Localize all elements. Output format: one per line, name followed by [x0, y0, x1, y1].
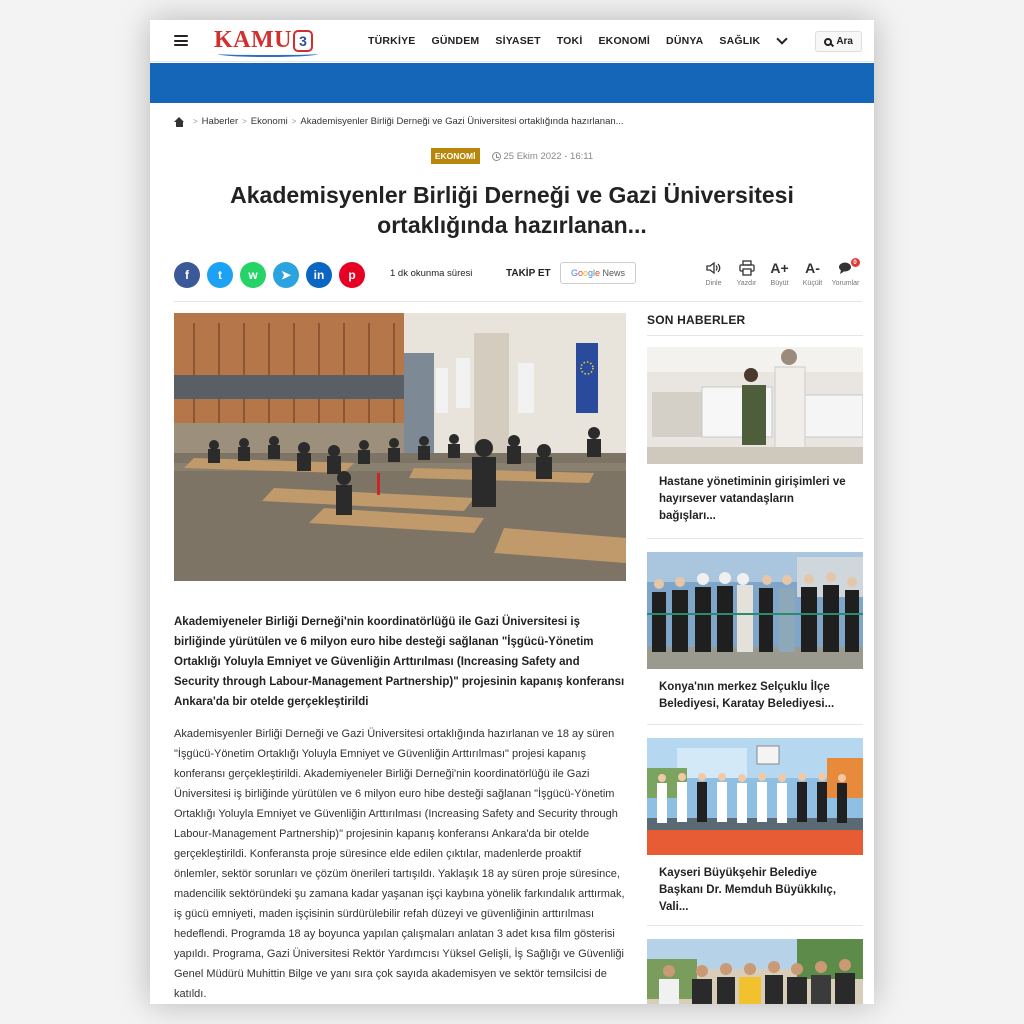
article-image[interactable]	[174, 313, 626, 581]
google-news-letter: g	[588, 268, 594, 278]
breadcrumb-haberler[interactable]: Haberler	[201, 116, 239, 127]
google-news-suffix: News	[600, 268, 626, 278]
breadcrumb	[174, 116, 624, 127]
article-lead: Akademiyeneler Birliği Derneği'nin koordinatörlüğü ile Gazi Üniversitesi iş birliğinde yürütülen ve 6 milyon euro hibe desteği sağlanan "İşgücü-Yönetim Ortaklığı Yoluyla Emniyet ve Güvenliğin Arttırılması (Increasing Safety and Security through Labour-Management Partnership)" projesinin kapanış konferansı Ankara'da bir otelde gerçekleştirildi	[174, 616, 625, 708]
card-divider	[647, 925, 863, 926]
main-nav	[368, 35, 776, 47]
google-news-button[interactable]	[560, 262, 636, 284]
printer-icon	[739, 258, 755, 278]
search-label: Ara	[836, 36, 853, 47]
news-card-title[interactable]: Kayseri Büyükşehir Belediye Başkanı Dr. Memduh Büyükkılıç, Vali...	[659, 867, 837, 913]
news-card[interactable]	[647, 939, 863, 1004]
news-card[interactable]	[647, 552, 863, 713]
card-divider	[647, 538, 863, 539]
sidebar-title: SON HABERLER	[647, 313, 746, 327]
category-badge[interactable]: EKONOMİ	[431, 148, 480, 164]
card-divider	[647, 724, 863, 725]
breadcrumb-ekonomi[interactable]: Ekonomi	[250, 116, 288, 127]
google-news-letter: o	[582, 268, 588, 278]
print-button[interactable]	[730, 258, 763, 287]
news-card-image[interactable]	[647, 347, 863, 464]
nav-item-turkiye[interactable]: TÜRKİYE	[368, 34, 416, 47]
pinterest-icon[interactable]: p	[339, 262, 365, 288]
read-time: 1 dk okunma süresi	[390, 268, 473, 279]
print-label: Yazdır	[736, 280, 757, 287]
breadcrumb-separator: >	[242, 117, 247, 126]
nav-item-saglik[interactable]: SAĞLIK	[719, 34, 761, 47]
breadcrumb-separator: >	[291, 117, 297, 126]
news-card[interactable]	[647, 347, 863, 525]
listen-label: Dinle	[705, 280, 722, 287]
menu-icon[interactable]	[174, 35, 188, 46]
google-news-letter: o	[577, 268, 583, 278]
google-news-letter: G	[570, 268, 578, 278]
chevron-down-icon[interactable]	[777, 33, 788, 44]
clock-icon	[492, 152, 501, 161]
nav-item-dunya[interactable]: DÜNYA	[666, 34, 704, 47]
whatsapp-icon[interactable]: w	[240, 262, 266, 288]
twitter-icon[interactable]: t	[207, 262, 233, 288]
sidebar-divider	[647, 335, 863, 336]
nav-item-siyaset[interactable]: SİYASET	[495, 34, 541, 47]
date-text: 25 Ekim 2022 - 16:11	[503, 150, 594, 162]
speaker-icon	[706, 258, 722, 278]
telegram-icon[interactable]: ➤	[273, 262, 299, 288]
nav-item-gundem[interactable]: GÜNDEM	[431, 34, 480, 47]
article-meta	[150, 148, 874, 164]
listen-button[interactable]	[697, 258, 730, 287]
logo-text: KAMU	[214, 27, 292, 53]
share-icons	[174, 262, 365, 288]
news-card-title[interactable]: Konya'nın merkez Selçuklu İlçe Belediyesi, Karatay Belediyesi...	[659, 681, 835, 710]
search-icon	[824, 38, 832, 46]
home-icon[interactable]	[174, 117, 185, 127]
facebook-icon[interactable]: f	[174, 262, 200, 288]
sidebar-latest-news	[647, 313, 863, 913]
news-card-image[interactable]	[647, 738, 863, 855]
page	[150, 20, 874, 1004]
article-tools	[697, 258, 862, 287]
publish-date	[492, 151, 594, 162]
site-logo[interactable]	[214, 22, 334, 60]
font-shrink-icon: A-	[805, 260, 820, 276]
logo-badge: 3	[293, 30, 313, 52]
google-news-letter: l	[593, 268, 596, 278]
comment-count-badge: 0	[851, 258, 860, 267]
ad-banner	[150, 63, 874, 103]
nav-item-toki[interactable]: TOKİ	[556, 34, 583, 47]
google-news-letter: e	[595, 268, 601, 278]
divider	[174, 301, 862, 302]
nav-item-ekonomi[interactable]: EKONOMİ	[598, 34, 651, 47]
article-title: Akademisyenler Birliği Derneği ve Gazi Üniversitesi ortaklığında hazırlanan...	[230, 182, 794, 238]
breadcrumb-separator: >	[193, 117, 198, 126]
comment-icon	[838, 258, 857, 278]
news-card-image[interactable]	[647, 939, 863, 1004]
news-card-image[interactable]	[647, 552, 863, 669]
font-enlarge-icon: A+	[770, 260, 789, 276]
enlarge-label: Büyüt	[770, 280, 789, 287]
font-enlarge-button[interactable]	[763, 258, 796, 287]
news-card[interactable]	[647, 738, 863, 916]
shrink-label: Küçült	[802, 280, 823, 287]
breadcrumb-current: Akademisyenler Birliği Derneği ve Gazi Üniversitesi ortaklığında hazırlanan...	[300, 116, 624, 127]
font-shrink-button[interactable]	[796, 258, 829, 287]
news-card-title[interactable]: Hastane yönetiminin girişimleri ve hayırsever vatandaşların bağışları...	[659, 476, 846, 522]
search-button[interactable]	[815, 31, 862, 52]
comments-label: Yorumlar	[831, 280, 860, 287]
share-bar	[174, 259, 862, 288]
article-body: Akademisyenler Birliği Derneği ve Gazi Üniversitesi ortaklığında hazırlanan ve 18 ay süren "İşgücü-Yönetim Ortaklığı Yoluyla Emniyet ve Güvenliğin Arttırılması" projesi kapanış konferansı gerçekleştirildi. Akademiyeneler Birliği Derneği'nin koordinatörlüğü ile Gazi Üniversitesi iş birliğinde yürütülen ve 6 milyon euro hibe desteği sağlanan "İşgücü-Yönetim Ortaklığı Yoluyla Emniyet ve Güvenliğin Arttırılması (Increasing Safety and Security through Labour-Management Partnership)" projesinin kapanış konferansı Ankara'da bir otelde gerçekleştirildi. Konferansta proje süresince elde edilen çıktılar, madenlerde proaktif önlemler, sektör sorunları ve çözüm önerileri tartışıldı. Yaklaşık 18 ay süren proje süresince, madencilik sektöründeki şu zamana kadar yaşanan işçi kaybına yönelik farkındalık arttırmak, iş gücü emniyeti, maden işçisinin sürdürülebilir refah düzeyi ve güvenliğinin arttırılması hedeflendi. Programda 18 ay boyunca yapılan çalışmaları anlatan 3 adet kısa film gösterisi yapıldı. Programa, Gazi Üniversitesi Rektör Yardımcısı Yüksel Gelişli, İş Sağlığı ve Güvenliği Genel Müdürü Muhittin Bilge ve yanı sıra çok sayıda akademisyen ve sektör temsilcisi de katıldı.	[174, 728, 625, 1000]
logo-swoosh	[218, 51, 318, 57]
comments-button[interactable]	[829, 258, 862, 287]
header	[150, 20, 874, 62]
linkedin-icon[interactable]: in	[306, 262, 332, 288]
follow-label: TAKİP ET	[506, 268, 551, 279]
